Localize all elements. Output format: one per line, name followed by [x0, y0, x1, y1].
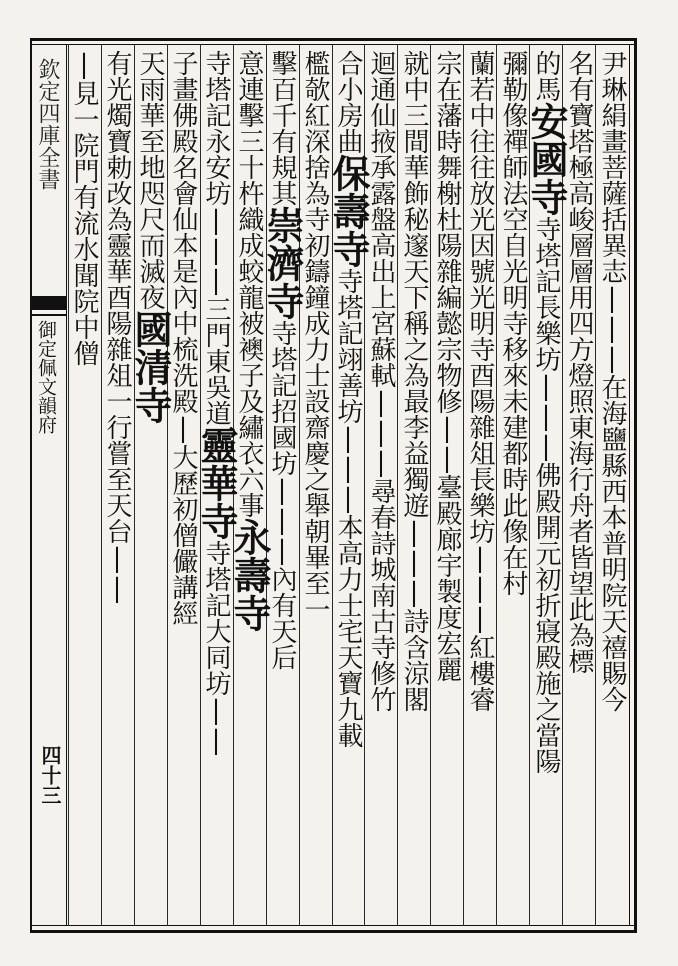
column-text: 寺塔記長樂坊|||佛殿開元初折寢殿施之當陽 [531, 216, 561, 774]
column-text: 名有寶塔極高峻層層用四方燈照東海行舟者皆望此為標 [564, 50, 594, 674]
text-column [98, 50, 136, 604]
text-column [128, 50, 173, 424]
text-column [593, 50, 631, 712]
text-column [428, 50, 466, 682]
text-column [326, 50, 371, 748]
column-text: 馬 [531, 76, 561, 102]
column-text: 宗在藩時舞榭杜陽雜編懿宗物修||臺殿廊宇製度宏麗 [432, 50, 462, 682]
column-text: 檻欹紅深 [300, 50, 330, 154]
margin-book-title: 御定佩文韻府 [35, 320, 57, 434]
column-text: 蘭若中往往放光因號光明寺酉陽雜俎長樂坊|||紅樓睿 [465, 50, 495, 712]
column-text: 寺塔記翊善坊|||本高力士宅天寶九載 [333, 268, 363, 748]
fish-tail-mark-line [32, 314, 66, 316]
column-text: 彌勒像禪師法空自光明寺移來未建都時此像在村 [498, 50, 528, 596]
temple-heading: 靈華寺 [194, 426, 239, 540]
column-text: 合小房曲 [333, 50, 363, 154]
column-text: 的 [531, 50, 561, 76]
frame-top-inner-rule [30, 44, 636, 45]
column-text: 捨為寺初鑄鐘成力士設齋慶之舉朝畢至一 [300, 154, 330, 622]
frame-left-rule [30, 38, 32, 933]
frame-bottom-rule [30, 930, 636, 933]
text-column [65, 50, 103, 366]
column-text: 寺塔記大同坊|| [201, 540, 231, 756]
column-text: |見一院門有流水聞院中僧 [69, 50, 99, 366]
margin-top-label: 欽定四庫全書 [35, 58, 60, 190]
frame-top-rule [30, 38, 636, 41]
column-text: 寺塔記招國坊|||內有天后 [267, 320, 297, 670]
column-text: 酉陽雜俎一行嘗至天台|| [102, 284, 132, 604]
text-column [524, 50, 569, 774]
frame-bottom-inner-rule [30, 925, 636, 926]
text-column [362, 50, 400, 712]
fish-tail-mark [32, 296, 66, 310]
column-text: 天雨華至地咫尺而滅夜 [135, 50, 165, 310]
temple-heading: 安國寺 [524, 102, 569, 216]
column-text: 意連擊三十杵 [234, 50, 264, 206]
column-text: 有光燭寶勅改為靈華 [102, 50, 132, 284]
column-text: 迴通仙掖承露盤高出上宮蘇軾|||尋春詩城南古寺修竹 [366, 50, 396, 712]
frame-right-rule [634, 38, 637, 933]
column-text: 織成蛟龍被襖子及繡衣六事 [234, 206, 264, 518]
text-column [494, 50, 532, 596]
text-column [461, 50, 499, 712]
text-column [227, 50, 272, 632]
text-column [194, 50, 239, 756]
column-text: 寺塔記永安坊|||三門東吳道 [201, 50, 231, 426]
temple-heading: 崇濟寺 [260, 206, 305, 320]
column-text: |大歷初僧儼講經 [168, 414, 198, 626]
column-text: 子畫佛殿名會仙本是內中梳洗殿 [168, 50, 198, 414]
temple-heading: 保壽寺 [326, 154, 371, 268]
temple-heading: 永壽寺 [227, 518, 272, 632]
page-number: 四十三 [38, 745, 62, 805]
column-text: 擊百千有規其 [267, 50, 297, 206]
text-column [395, 50, 433, 712]
column-text: 就中三間華飾秘邃天下稱之為最李益獨遊|||詩含涼閣 [399, 50, 429, 712]
text-column [296, 50, 334, 622]
column-text: 尹琳絹畫菩薩括異志|||在海鹽縣西本普明院天禧賜今 [597, 50, 627, 712]
temple-heading: 國清寺 [128, 310, 173, 424]
